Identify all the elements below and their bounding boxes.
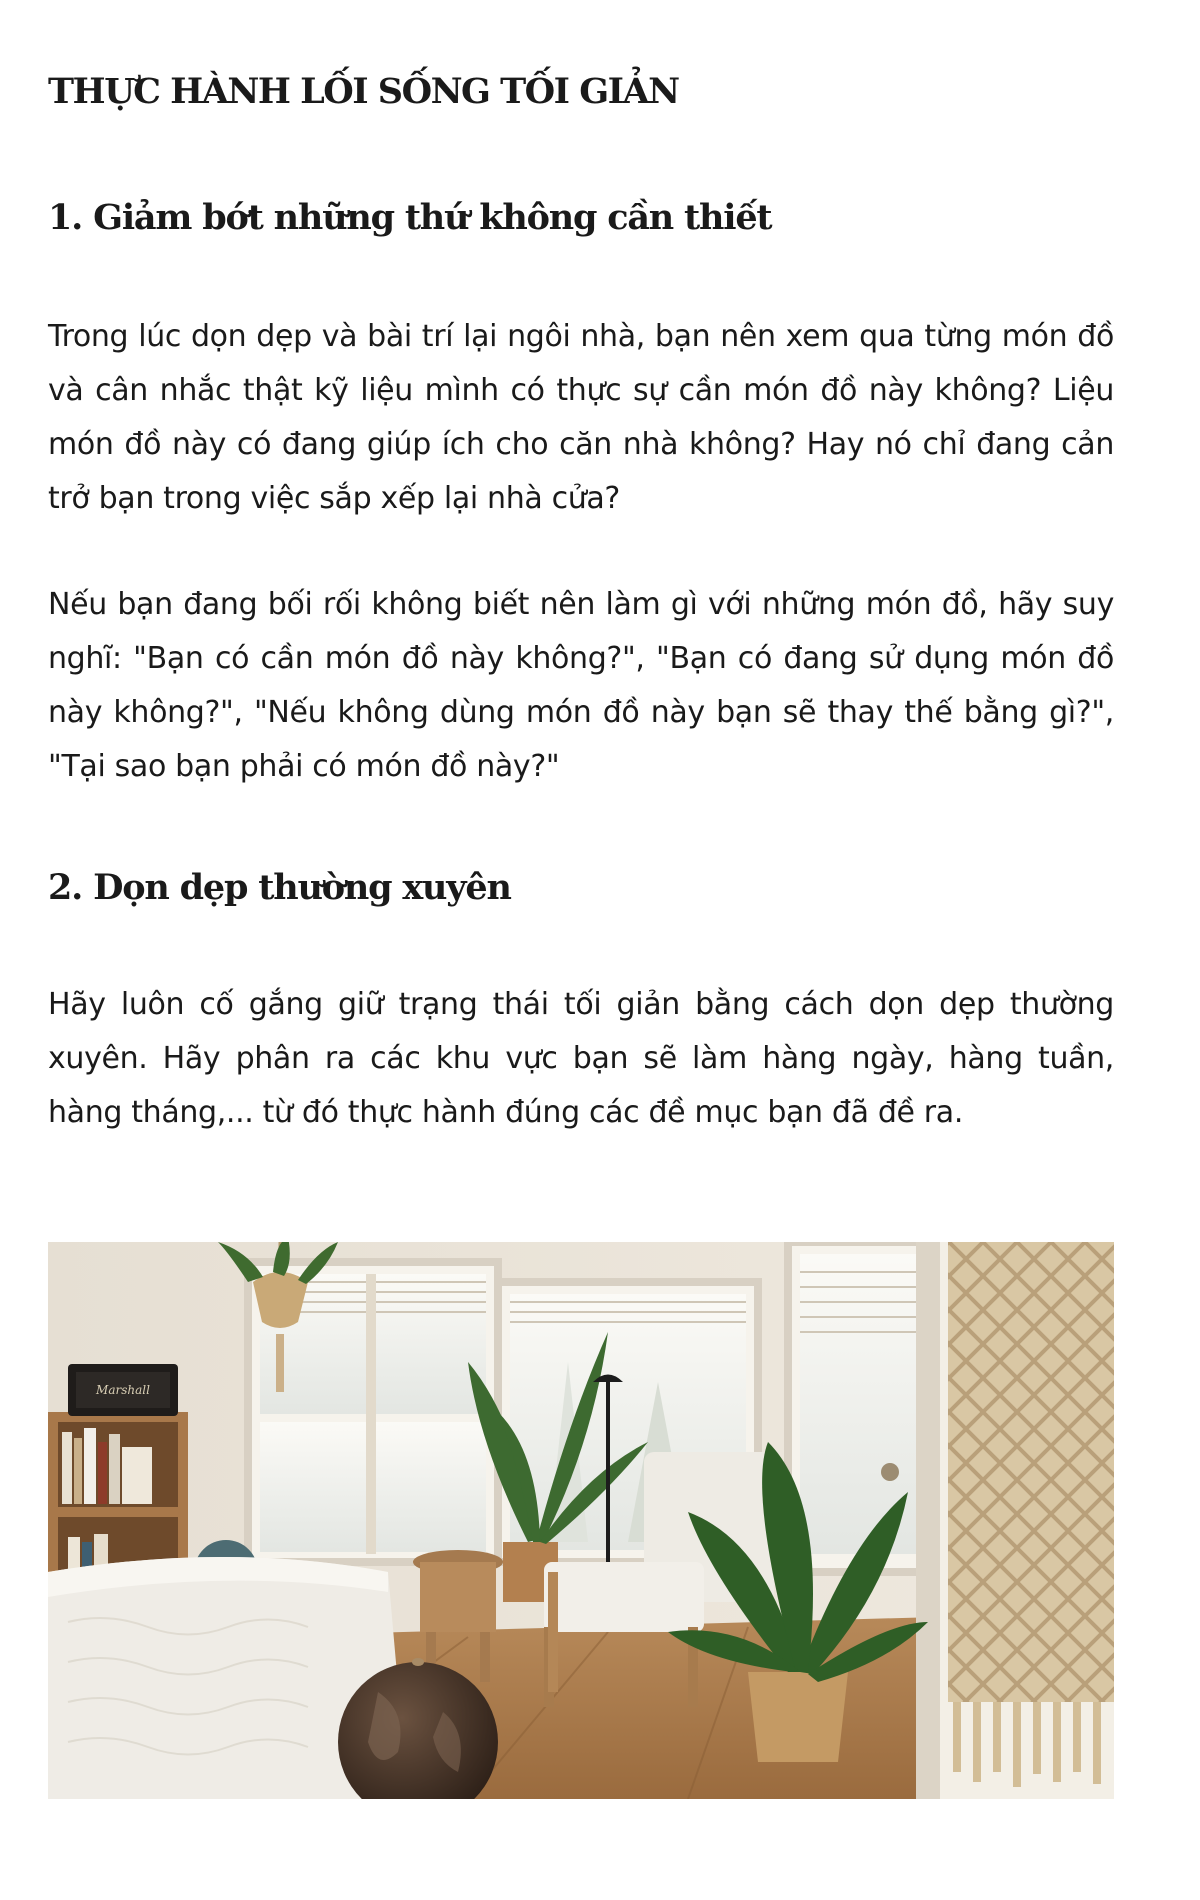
section-1-paragraph-1: Trong lúc dọn dẹp và bài trí lại ngôi nhà, bạn nên xem qua từng món đồ và cân nhắc thật kỹ liệu mình có thực sự cần món đồ này không? Liệu món đồ này có đang giúp ích cho căn nhà không? Hay nó chỉ đang cản trở bạn trong việc sắp xếp lại nhà cửa?	[48, 319, 1114, 516]
speaker-brand: Marshall	[96, 1383, 150, 1397]
section-1-paragraph-2: Nếu bạn đang bối rối không biết nên làm gì với những món đồ, hãy suy nghĩ: "Bạn có cần món đồ này không?", "Bạn có đang sử dụng món đồ này không?", "Nếu không dùng món đồ này bạn sẽ thay thế bằng gì?", "Tại sao bạn phải có món đồ này?"	[48, 587, 1114, 784]
page-title: THỰC HÀNH LỐI SỐNG TỐI GIẢN	[48, 71, 679, 112]
marshall-speaker	[68, 1364, 178, 1416]
window-right	[788, 1242, 928, 1572]
bedroom-photo	[48, 1242, 1114, 1799]
section-heading-2: 2. Dọn dẹp thường xuyên	[48, 867, 511, 908]
section-heading-1: 1. Giảm bớt những thứ không cần thiết	[48, 197, 772, 238]
section-2-paragraph-1: Hãy luôn cố gắng giữ trạng thái tối giản bằng cách dọn dẹp thường xuyên. Hãy phân ra các khu vực bạn sẽ làm hàng ngày, hàng tuần, hàng tháng,... từ đó thực hành đúng các đề mục bạn đã đề ra.	[48, 987, 1114, 1130]
